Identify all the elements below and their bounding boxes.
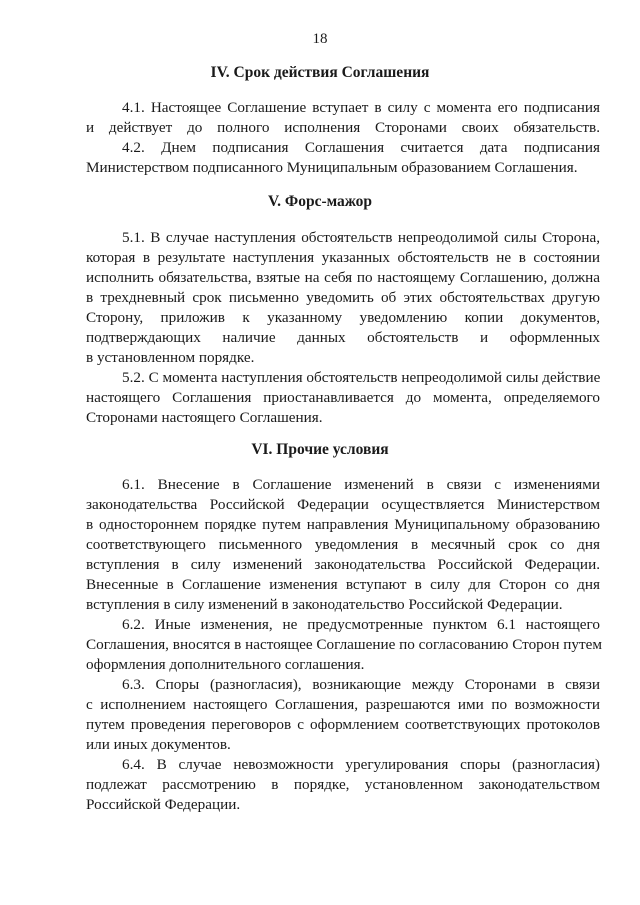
paragraph-line: в одностороннем порядке путем направления Муниципальному образованию	[86, 516, 600, 533]
paragraph-line: 6.4. В случае невозможности урегулирования споры (разногласия)	[122, 756, 600, 773]
paragraph-line: вступления в силу изменений законодательства Российской Федерации.	[86, 556, 600, 573]
paragraph-line: настоящего Соглашения приостанавливается до момента, определяемого	[86, 389, 600, 406]
paragraph-line: законодательства Российской Федерации осуществляется Министерством	[86, 496, 600, 513]
paragraph-line: которая в результате наступления указанных обстоятельств не в состоянии	[86, 249, 600, 266]
paragraph-line: подтверждающих наличие данных обстоятельств и оформленных	[86, 329, 600, 346]
paragraph-line: 6.1. Внесение в Соглашение изменений в связи с изменениями	[122, 476, 600, 493]
paragraph-line: Внесенные в Соглашение изменения вступают в силу для Сторон со дня	[86, 576, 600, 593]
paragraph-line: 4.1. Настоящее Соглашение вступает в силу с момента его подписания	[122, 99, 600, 116]
section-heading-iv: IV. Срок действия Соглашения	[210, 64, 430, 81]
paragraph-line: в трехдневный срок письменно уведомить об этих обстоятельствах другую	[86, 289, 600, 306]
paragraph-line: подлежат рассмотрению в порядке, установленном законодательством	[86, 776, 600, 793]
paragraph-line: 4.2. Днем подписания Соглашения считается дата подписания	[122, 139, 600, 156]
paragraph-line: 5.1. В случае наступления обстоятельств непреодолимой силы Сторона,	[122, 229, 600, 246]
paragraph-line: с исполнением настоящего Соглашения, разрешаются ими по возможности	[86, 696, 600, 713]
page-number: 18	[312, 31, 328, 47]
paragraph-line: соответствующего письменного уведомления в месячный срок со дня	[86, 536, 600, 553]
section-heading-vi: VI. Прочие условия	[251, 441, 389, 458]
paragraph-line: Российской Федерации.	[86, 796, 241, 813]
paragraph-line: Сторону, приложив к указанному уведомлению копии документов,	[86, 309, 600, 326]
paragraph-line: 6.2. Иные изменения, не предусмотренные пунктом 6.1 настоящего	[122, 616, 600, 633]
paragraph-line: путем проведения переговоров с оформлением соответствующих протоколов	[86, 716, 600, 733]
paragraph-line: Министерством подписанного Муниципальным образованием Соглашения.	[86, 159, 578, 176]
paragraph-line: 6.3. Споры (разногласия), возникающие между Сторонами в связи	[122, 676, 600, 693]
paragraph-line: Сторонами настоящего Соглашения.	[86, 409, 323, 426]
paragraph-line: и действует до полного исполнения Сторонами своих обязательств.	[86, 119, 600, 136]
paragraph-line: оформления дополнительного соглашения.	[86, 656, 365, 673]
section-heading-v: V. Форс-мажор	[267, 193, 373, 210]
paragraph-line: вступления в силу изменений в законодательство Российской Федерации.	[86, 596, 563, 613]
paragraph-line: 5.2. С момента наступления обстоятельств непреодолимой силы действие	[122, 369, 601, 386]
paragraph-line: исполнить обязательства, взятые на себя по настоящему Соглашению, должна	[86, 269, 600, 286]
paragraph-line: или иных документов.	[86, 736, 231, 753]
paragraph-line: Соглашения, вносятся в настоящее Соглашение по согласованию Сторон путем	[86, 636, 602, 653]
paragraph-line: в установленном порядке.	[86, 349, 255, 366]
